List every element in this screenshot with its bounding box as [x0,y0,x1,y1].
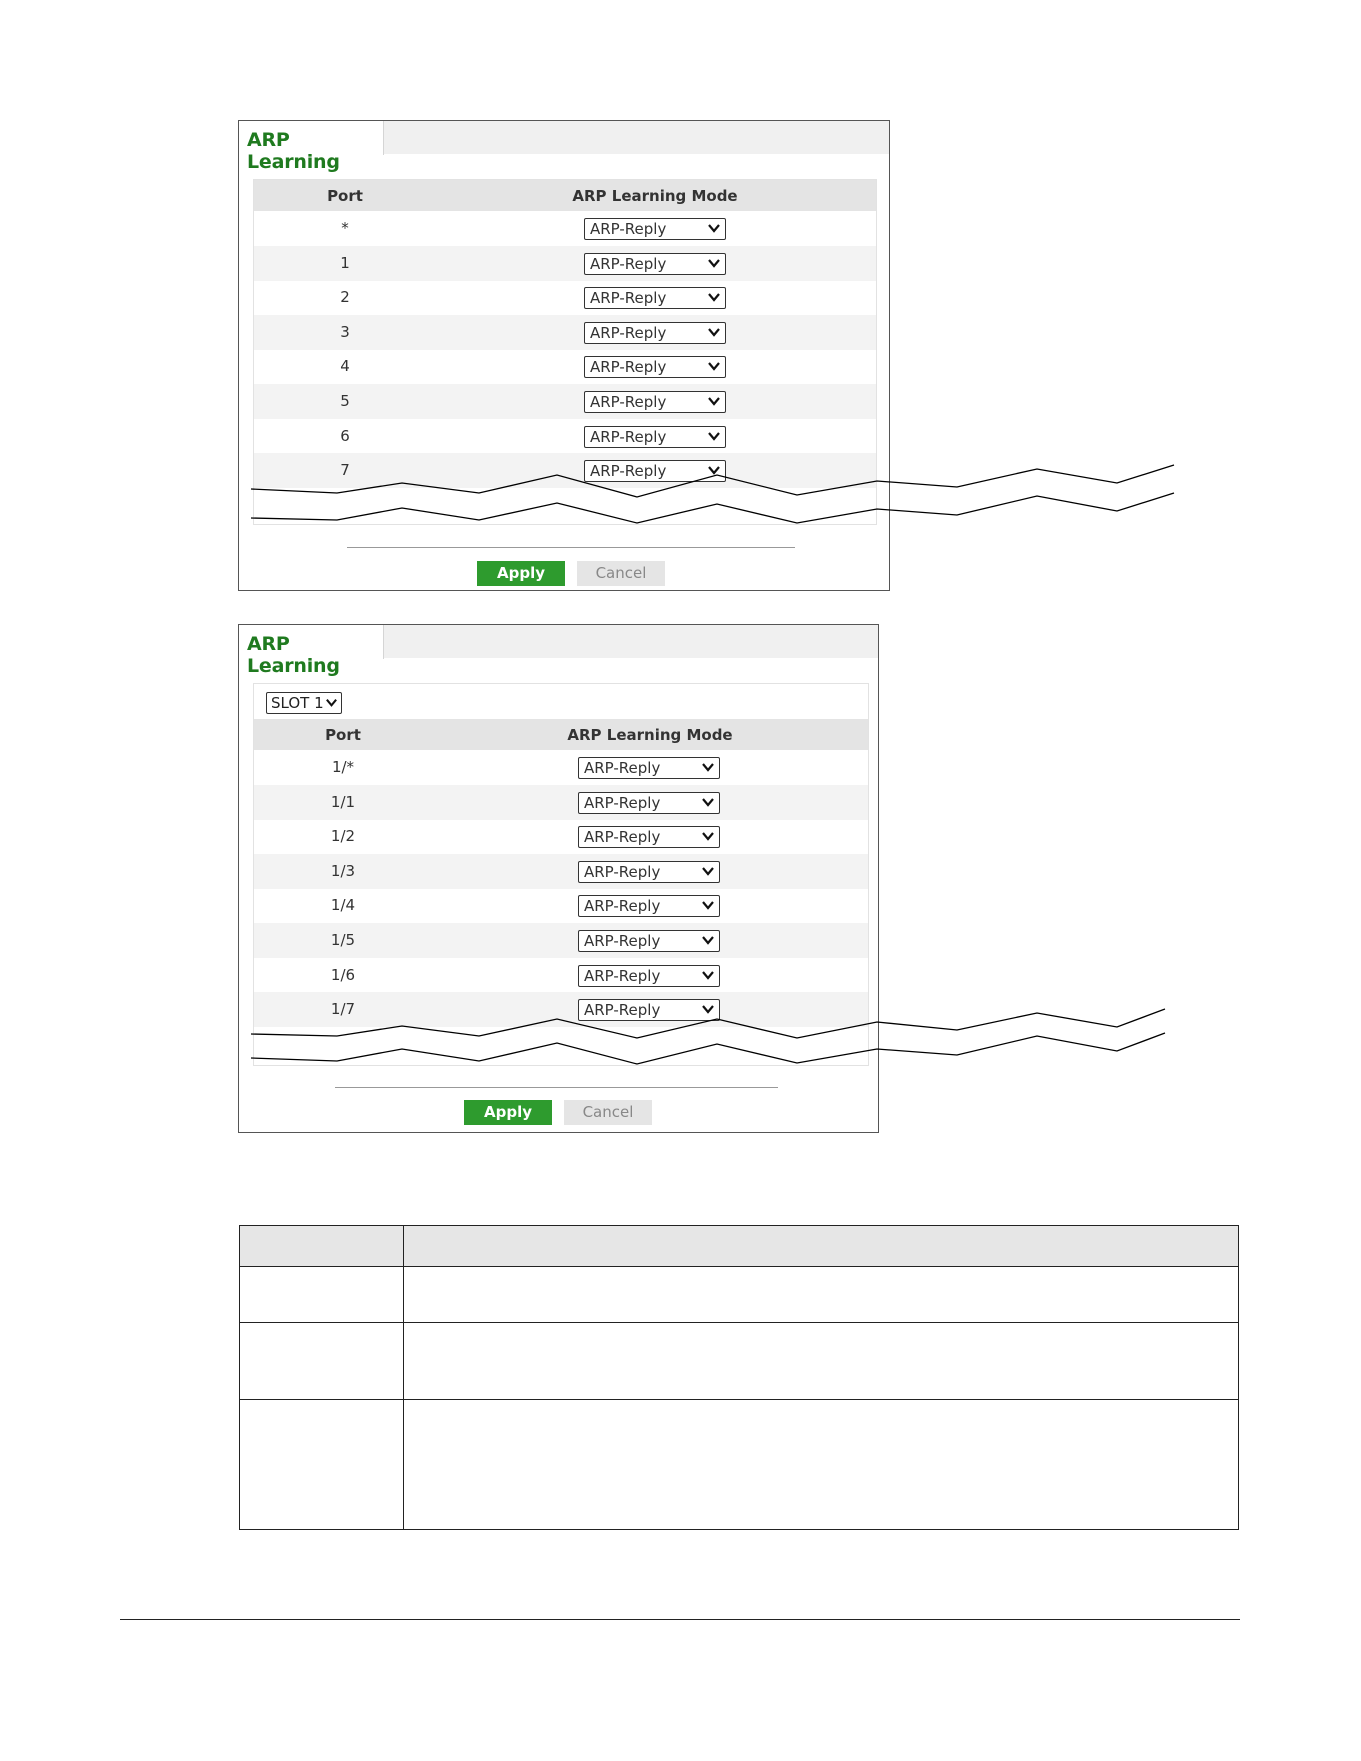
table-row [254,819,868,854]
port-column-header: Port [325,726,361,744]
chevron-down-icon [707,394,721,408]
select-value: ARP-Reply [584,828,661,847]
chevron-down-icon [701,795,715,809]
arp-learning-mode-select[interactable] [584,218,726,240]
select-value: ARP-Reply [590,323,667,342]
page-footer-rule [120,1619,1240,1620]
row-divider [240,1322,1238,1323]
port-cell: 1/3 [330,861,356,880]
select-value: ARP-Reply [584,793,661,812]
arp-learning-mode-select[interactable] [578,930,720,952]
arp-learning-panel [238,120,890,591]
port-cell: 7 [340,461,350,480]
port-cell: * [341,219,349,237]
table-row [254,958,868,993]
select-value: ARP-Reply [590,220,667,238]
chevron-down-icon [701,760,715,774]
table-row [254,211,876,246]
table-row [254,453,876,488]
arp-learning-mode-select[interactable] [584,460,726,482]
port-cell: 1/2 [330,827,356,846]
port-cell: 1/7 [330,1000,356,1019]
table-row [254,246,876,281]
cancel-button[interactable]: Cancel [577,561,665,586]
port-cell: 1/* [331,758,355,776]
table-row [254,923,868,958]
panel-tab [239,625,384,677]
arp-learning-slot-panel [238,624,879,1133]
table-row [254,750,868,785]
slot-select[interactable] [266,692,342,714]
port-column-header: Port [327,187,363,205]
port-cell: 2 [340,288,350,307]
select-value: ARP-Reply [590,427,667,446]
select-value: ARP-Reply [590,254,667,273]
field-description-table [239,1225,1239,1530]
table-row [254,888,868,923]
select-value: ARP-Reply [590,289,667,308]
table-row [254,992,868,1027]
select-value: ARP-Reply [590,462,667,481]
port-cell: 1/4 [330,896,356,915]
table-row [254,854,868,889]
table-header [254,180,876,211]
port-table [253,683,869,1066]
select-value: ARP-Reply [584,862,661,881]
select-value: ARP-Reply [584,1001,661,1020]
description-table-header [240,1226,1238,1267]
arp-learning-mode-select[interactable] [578,757,720,779]
select-value: ARP-Reply [590,358,667,377]
port-cell: 4 [340,357,350,376]
select-value: ARP-Reply [584,759,661,777]
port-cell: 6 [340,426,350,445]
table-row [254,280,876,315]
apply-button[interactable]: Apply [477,561,565,586]
table-row [254,349,876,384]
port-cell: 5 [340,392,350,410]
panel-title: ARP Learning [247,129,340,173]
table-row [254,384,876,419]
chevron-down-icon [701,829,715,843]
row-divider [240,1399,1238,1400]
chevron-down-icon [707,256,721,270]
table-row [254,315,876,350]
port-cell: 3 [340,322,350,341]
arp-learning-mode-select[interactable] [578,965,720,987]
form-divider [335,1087,778,1088]
slot-select-value: SLOT 1 [271,694,324,712]
select-value: ARP-Reply [584,966,661,985]
chevron-down-icon [701,864,715,878]
arp-learning-mode-select[interactable] [584,253,726,275]
port-cell: 1/5 [330,931,356,949]
arp-learning-mode-select[interactable] [584,322,726,344]
chevron-down-icon [707,359,721,373]
table-row [254,785,868,820]
cancel-button[interactable]: Cancel [564,1100,652,1125]
chevron-down-icon [325,696,338,709]
arp-learning-mode-select[interactable] [578,826,720,848]
select-value: ARP-Reply [584,897,661,916]
chevron-down-icon [707,221,721,235]
column-divider [403,1226,404,1529]
chevron-down-icon [707,463,721,477]
arp-learning-mode-select[interactable] [578,999,720,1021]
table-header [254,719,868,750]
chevron-down-icon [701,1002,715,1016]
arp-learning-mode-select[interactable] [578,895,720,917]
arp-learning-mode-select[interactable] [584,356,726,378]
mode-column-header: ARP Learning Mode [567,726,733,744]
mode-column-header: ARP Learning Mode [572,187,738,205]
table-row [254,419,876,454]
port-cell: 1/6 [330,965,356,984]
select-value: ARP-Reply [590,393,667,411]
chevron-down-icon [701,898,715,912]
port-cell: 1/1 [330,792,356,811]
arp-learning-mode-select[interactable] [584,391,726,413]
chevron-down-icon [707,325,721,339]
port-table [253,179,877,525]
panel-title: ARP Learning [247,633,340,677]
chevron-down-icon [707,429,721,443]
form-divider [347,547,795,548]
panel-tab [239,121,384,173]
select-value: ARP-Reply [584,932,661,950]
apply-button[interactable]: Apply [464,1100,552,1125]
arp-learning-mode-select[interactable] [578,861,720,883]
port-cell: 1 [340,253,350,272]
chevron-down-icon [701,968,715,982]
chevron-down-icon [707,290,721,304]
chevron-down-icon [701,933,715,947]
arp-learning-mode-select[interactable] [578,792,720,814]
arp-learning-mode-select[interactable] [584,287,726,309]
arp-learning-mode-select[interactable] [584,426,726,448]
